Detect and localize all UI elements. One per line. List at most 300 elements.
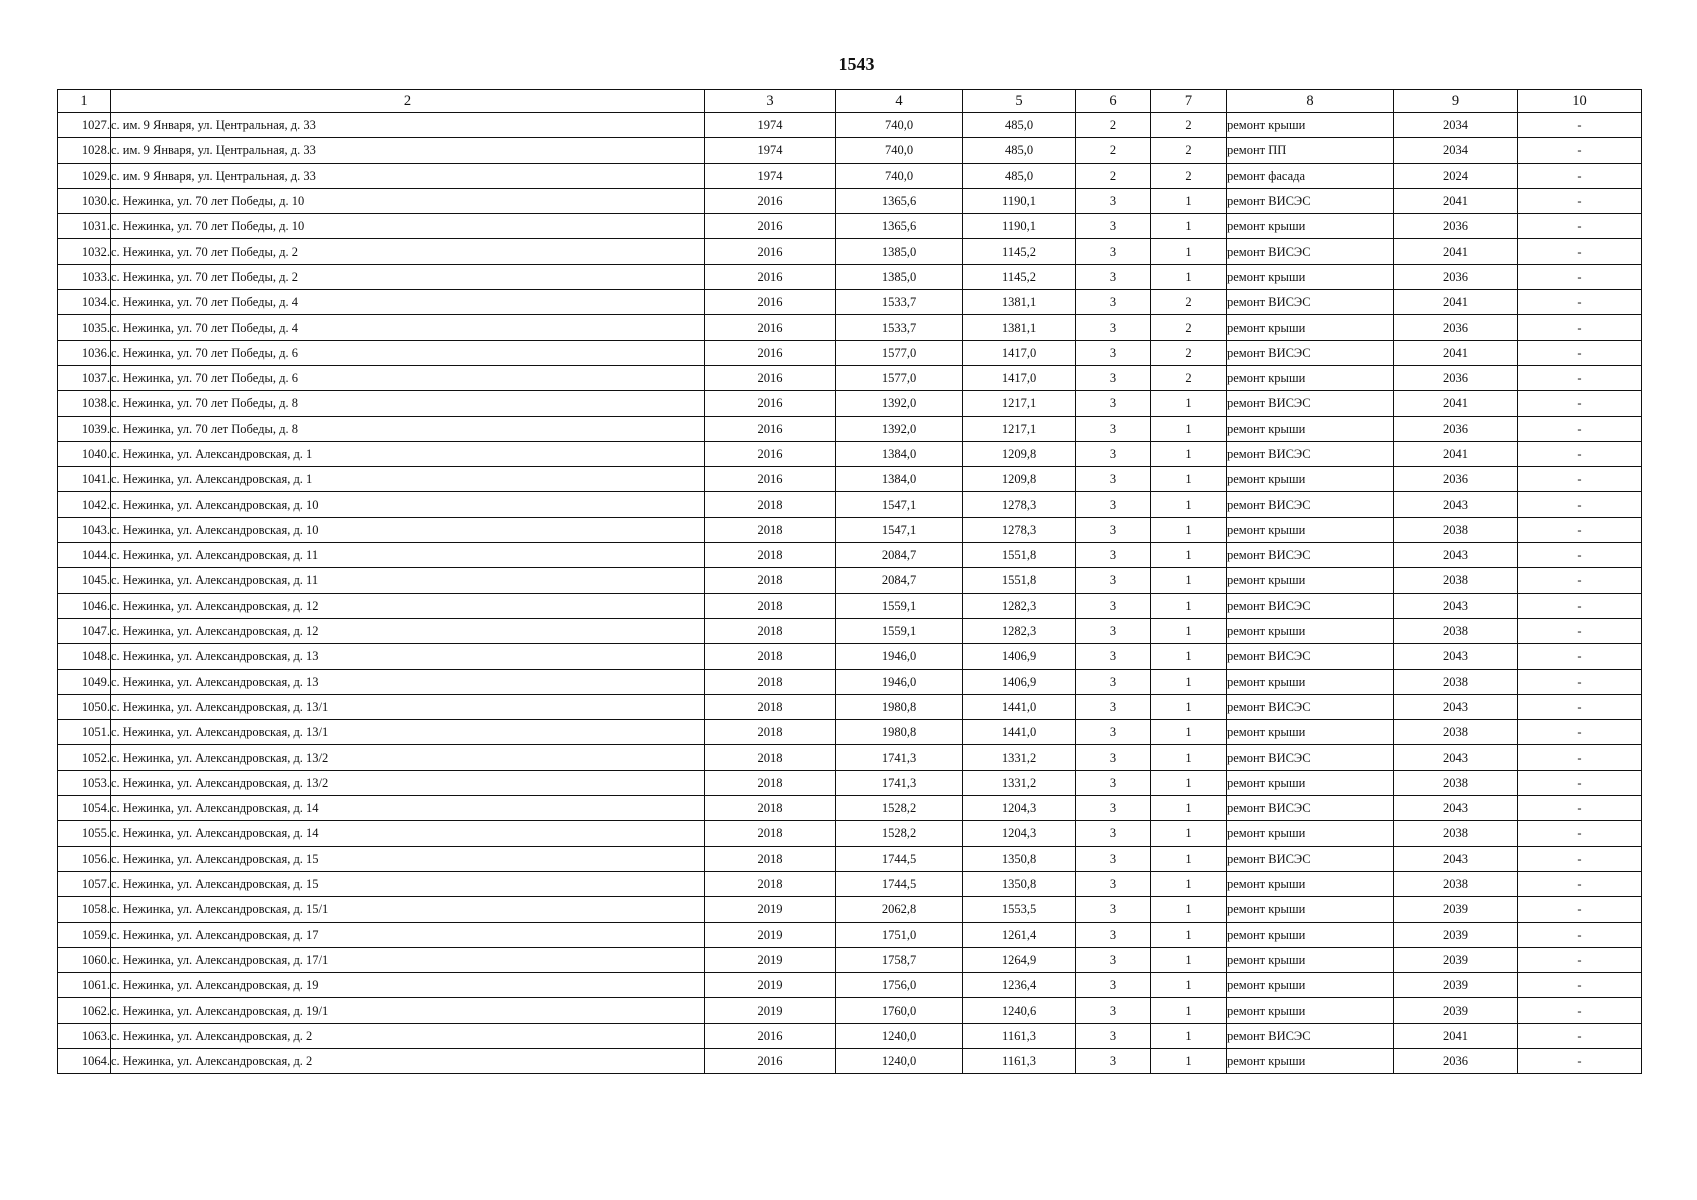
area-total-cell: 1528,2 [836, 821, 963, 846]
planned-year-cell: 2041 [1394, 188, 1518, 213]
table-row [58, 644, 1642, 669]
address-cell: с. Нежинка, ул. Александровская, д. 10 [111, 492, 705, 517]
address-cell: с. Нежинка, ул. Александровская, д. 15 [111, 846, 705, 871]
entrances-cell: 1 [1151, 391, 1227, 416]
area-total-cell: 1577,0 [836, 365, 963, 390]
floors-cell: 3 [1076, 188, 1151, 213]
table-row [58, 340, 1642, 365]
address-cell: с. Нежинка, ул. Александровская, д. 14 [111, 796, 705, 821]
note-cell: - [1518, 796, 1642, 821]
planned-year-cell: 2043 [1394, 745, 1518, 770]
table-row [58, 669, 1642, 694]
address-cell: с. им. 9 Января, ул. Центральная, д. 33 [111, 113, 705, 138]
row-number: 1063. [58, 1023, 111, 1048]
address-cell: с. Нежинка, ул. 70 лет Победы, д. 10 [111, 214, 705, 239]
work-type-cell: ремонт ВИСЭС [1227, 694, 1394, 719]
area-living-cell: 1204,3 [963, 796, 1076, 821]
table-row [58, 391, 1642, 416]
area-total-cell: 2084,7 [836, 543, 963, 568]
note-cell: - [1518, 1023, 1642, 1048]
floors-cell: 3 [1076, 947, 1151, 972]
year-cell: 2019 [705, 947, 836, 972]
area-total-cell: 1384,0 [836, 441, 963, 466]
floors-cell: 3 [1076, 416, 1151, 441]
row-number: 1056. [58, 846, 111, 871]
entrances-cell: 1 [1151, 973, 1227, 998]
address-cell: с. Нежинка, ул. 70 лет Победы, д. 2 [111, 264, 705, 289]
work-type-cell: ремонт ВИСЭС [1227, 846, 1394, 871]
row-number: 1057. [58, 871, 111, 896]
floors-cell: 3 [1076, 315, 1151, 340]
area-living-cell: 485,0 [963, 113, 1076, 138]
row-number: 1033. [58, 264, 111, 289]
entrances-cell: 2 [1151, 315, 1227, 340]
year-cell: 2016 [705, 365, 836, 390]
entrances-cell: 2 [1151, 290, 1227, 315]
floors-cell: 3 [1076, 1048, 1151, 1073]
planned-year-cell: 2036 [1394, 365, 1518, 390]
row-number: 1043. [58, 517, 111, 542]
address-cell: с. Нежинка, ул. Александровская, д. 13/2 [111, 770, 705, 795]
note-cell: - [1518, 770, 1642, 795]
table-row [58, 163, 1642, 188]
note-cell: - [1518, 517, 1642, 542]
area-total-cell: 1741,3 [836, 745, 963, 770]
note-cell: - [1518, 846, 1642, 871]
floors-cell: 3 [1076, 593, 1151, 618]
entrances-cell: 1 [1151, 214, 1227, 239]
address-cell: с. Нежинка, ул. Александровская, д. 13/2 [111, 745, 705, 770]
area-total-cell: 1577,0 [836, 340, 963, 365]
column-header-8: 8 [1227, 90, 1394, 113]
table-row [58, 998, 1642, 1023]
note-cell: - [1518, 441, 1642, 466]
table-row [58, 239, 1642, 264]
year-cell: 2016 [705, 264, 836, 289]
entrances-cell: 2 [1151, 340, 1227, 365]
row-number: 1027. [58, 113, 111, 138]
row-number: 1053. [58, 770, 111, 795]
row-number: 1061. [58, 973, 111, 998]
note-cell: - [1518, 467, 1642, 492]
table-row [58, 517, 1642, 542]
year-cell: 2018 [705, 543, 836, 568]
entrances-cell: 2 [1151, 138, 1227, 163]
row-number: 1060. [58, 947, 111, 972]
year-cell: 2018 [705, 618, 836, 643]
floors-cell: 3 [1076, 239, 1151, 264]
entrances-cell: 2 [1151, 113, 1227, 138]
planned-year-cell: 2038 [1394, 568, 1518, 593]
table-row [58, 138, 1642, 163]
planned-year-cell: 2036 [1394, 1048, 1518, 1073]
area-total-cell: 1385,0 [836, 239, 963, 264]
area-living-cell: 1264,9 [963, 947, 1076, 972]
area-living-cell: 1209,8 [963, 441, 1076, 466]
entrances-cell: 1 [1151, 618, 1227, 643]
area-living-cell: 1406,9 [963, 669, 1076, 694]
entrances-cell: 1 [1151, 644, 1227, 669]
address-cell: с. Нежинка, ул. 70 лет Победы, д. 8 [111, 391, 705, 416]
address-cell: с. Нежинка, ул. 70 лет Победы, д. 4 [111, 315, 705, 340]
work-type-cell: ремонт ВИСЭС [1227, 1023, 1394, 1048]
year-cell: 2016 [705, 214, 836, 239]
row-number: 1028. [58, 138, 111, 163]
entrances-cell: 1 [1151, 770, 1227, 795]
area-total-cell: 1533,7 [836, 315, 963, 340]
planned-year-cell: 2043 [1394, 796, 1518, 821]
planned-year-cell: 2034 [1394, 113, 1518, 138]
table-row [58, 1023, 1642, 1048]
planned-year-cell: 2024 [1394, 163, 1518, 188]
note-cell: - [1518, 897, 1642, 922]
entrances-cell: 1 [1151, 669, 1227, 694]
work-type-cell: ремонт ПП [1227, 138, 1394, 163]
entrances-cell: 1 [1151, 543, 1227, 568]
area-living-cell: 1190,1 [963, 214, 1076, 239]
table-row [58, 1048, 1642, 1073]
area-total-cell: 1744,5 [836, 846, 963, 871]
area-total-cell: 740,0 [836, 113, 963, 138]
floors-cell: 3 [1076, 340, 1151, 365]
note-cell: - [1518, 745, 1642, 770]
note-cell: - [1518, 365, 1642, 390]
work-type-cell: ремонт крыши [1227, 568, 1394, 593]
area-total-cell: 740,0 [836, 138, 963, 163]
note-cell: - [1518, 416, 1642, 441]
note-cell: - [1518, 998, 1642, 1023]
year-cell: 2019 [705, 922, 836, 947]
year-cell: 2016 [705, 1023, 836, 1048]
area-living-cell: 1236,4 [963, 973, 1076, 998]
row-number: 1064. [58, 1048, 111, 1073]
area-total-cell: 1365,6 [836, 188, 963, 213]
area-total-cell: 1756,0 [836, 973, 963, 998]
year-cell: 2019 [705, 998, 836, 1023]
planned-year-cell: 2039 [1394, 897, 1518, 922]
work-type-cell: ремонт крыши [1227, 618, 1394, 643]
work-type-cell: ремонт фасада [1227, 163, 1394, 188]
floors-cell: 3 [1076, 846, 1151, 871]
work-type-cell: ремонт крыши [1227, 113, 1394, 138]
year-cell: 2018 [705, 745, 836, 770]
note-cell: - [1518, 1048, 1642, 1073]
work-type-cell: ремонт крыши [1227, 467, 1394, 492]
year-cell: 2018 [705, 644, 836, 669]
page-number: 1543 [838, 54, 875, 74]
row-number: 1055. [58, 821, 111, 846]
year-cell: 2016 [705, 290, 836, 315]
area-living-cell: 1145,2 [963, 264, 1076, 289]
note-cell: - [1518, 973, 1642, 998]
note-cell: - [1518, 593, 1642, 618]
planned-year-cell: 2038 [1394, 720, 1518, 745]
area-living-cell: 1217,1 [963, 391, 1076, 416]
note-cell: - [1518, 264, 1642, 289]
floors-cell: 3 [1076, 568, 1151, 593]
row-number: 1032. [58, 239, 111, 264]
work-type-cell: ремонт крыши [1227, 871, 1394, 896]
area-total-cell: 1547,1 [836, 492, 963, 517]
entrances-cell: 1 [1151, 441, 1227, 466]
work-type-cell: ремонт крыши [1227, 315, 1394, 340]
area-total-cell: 1392,0 [836, 416, 963, 441]
column-header-3: 3 [705, 90, 836, 113]
floors-cell: 2 [1076, 138, 1151, 163]
area-living-cell: 1441,0 [963, 720, 1076, 745]
work-type-cell: ремонт крыши [1227, 416, 1394, 441]
entrances-cell: 1 [1151, 694, 1227, 719]
year-cell: 2018 [705, 871, 836, 896]
area-total-cell: 1980,8 [836, 694, 963, 719]
year-cell: 1974 [705, 138, 836, 163]
area-living-cell: 485,0 [963, 138, 1076, 163]
area-living-cell: 1350,8 [963, 846, 1076, 871]
work-type-cell: ремонт крыши [1227, 365, 1394, 390]
year-cell: 2018 [705, 669, 836, 694]
table-row [58, 568, 1642, 593]
area-living-cell: 1553,5 [963, 897, 1076, 922]
floors-cell: 2 [1076, 163, 1151, 188]
work-type-cell: ремонт ВИСЭС [1227, 593, 1394, 618]
row-number: 1036. [58, 340, 111, 365]
work-type-cell: ремонт крыши [1227, 1048, 1394, 1073]
planned-year-cell: 2039 [1394, 973, 1518, 998]
area-living-cell: 1190,1 [963, 188, 1076, 213]
row-number: 1035. [58, 315, 111, 340]
year-cell: 1974 [705, 163, 836, 188]
address-cell: с. Нежинка, ул. Александровская, д. 2 [111, 1023, 705, 1048]
year-cell: 2016 [705, 391, 836, 416]
area-total-cell: 1384,0 [836, 467, 963, 492]
work-type-cell: ремонт ВИСЭС [1227, 188, 1394, 213]
work-type-cell: ремонт ВИСЭС [1227, 441, 1394, 466]
floors-cell: 3 [1076, 467, 1151, 492]
area-living-cell: 1278,3 [963, 492, 1076, 517]
area-total-cell: 1528,2 [836, 796, 963, 821]
address-cell: с. Нежинка, ул. Александровская, д. 14 [111, 821, 705, 846]
work-type-cell: ремонт ВИСЭС [1227, 543, 1394, 568]
floors-cell: 3 [1076, 365, 1151, 390]
floors-cell: 3 [1076, 441, 1151, 466]
work-type-cell: ремонт крыши [1227, 669, 1394, 694]
address-cell: с. Нежинка, ул. Александровская, д. 15 [111, 871, 705, 896]
area-living-cell: 1145,2 [963, 239, 1076, 264]
year-cell: 2018 [705, 517, 836, 542]
work-type-cell: ремонт крыши [1227, 897, 1394, 922]
column-header-9: 9 [1394, 90, 1518, 113]
table-row [58, 821, 1642, 846]
work-type-cell: ремонт крыши [1227, 821, 1394, 846]
address-cell: с. Нежинка, ул. Александровская, д. 13 [111, 669, 705, 694]
entrances-cell: 1 [1151, 467, 1227, 492]
table-row [58, 846, 1642, 871]
planned-year-cell: 2041 [1394, 340, 1518, 365]
entrances-cell: 1 [1151, 416, 1227, 441]
table-row [58, 796, 1642, 821]
area-total-cell: 1946,0 [836, 644, 963, 669]
entrances-cell: 1 [1151, 998, 1227, 1023]
year-cell: 2018 [705, 593, 836, 618]
planned-year-cell: 2038 [1394, 871, 1518, 896]
table-body [58, 113, 1642, 1074]
entrances-cell: 1 [1151, 745, 1227, 770]
entrances-cell: 2 [1151, 365, 1227, 390]
area-living-cell: 1551,8 [963, 543, 1076, 568]
note-cell: - [1518, 214, 1642, 239]
note-cell: - [1518, 188, 1642, 213]
work-type-cell: ремонт крыши [1227, 517, 1394, 542]
row-number: 1044. [58, 543, 111, 568]
work-type-cell: ремонт ВИСЭС [1227, 745, 1394, 770]
work-type-cell: ремонт крыши [1227, 264, 1394, 289]
work-type-cell: ремонт крыши [1227, 947, 1394, 972]
entrances-cell: 1 [1151, 517, 1227, 542]
planned-year-cell: 2043 [1394, 543, 1518, 568]
entrances-cell: 1 [1151, 720, 1227, 745]
table-row [58, 947, 1642, 972]
work-type-cell: ремонт крыши [1227, 720, 1394, 745]
column-header-1: 1 [58, 90, 111, 113]
area-living-cell: 1261,4 [963, 922, 1076, 947]
floors-cell: 3 [1076, 720, 1151, 745]
area-total-cell: 1744,5 [836, 871, 963, 896]
address-cell: с. Нежинка, ул. Александровская, д. 11 [111, 568, 705, 593]
planned-year-cell: 2039 [1394, 947, 1518, 972]
row-number: 1034. [58, 290, 111, 315]
area-total-cell: 1547,1 [836, 517, 963, 542]
floors-cell: 3 [1076, 1023, 1151, 1048]
row-number: 1029. [58, 163, 111, 188]
row-number: 1042. [58, 492, 111, 517]
table-row [58, 264, 1642, 289]
work-type-cell: ремонт ВИСЭС [1227, 492, 1394, 517]
note-cell: - [1518, 239, 1642, 264]
year-cell: 2016 [705, 239, 836, 264]
year-cell: 2016 [705, 1048, 836, 1073]
floors-cell: 3 [1076, 821, 1151, 846]
year-cell: 2018 [705, 770, 836, 795]
work-type-cell: ремонт ВИСЭС [1227, 340, 1394, 365]
year-cell: 2018 [705, 796, 836, 821]
column-header-4: 4 [836, 90, 963, 113]
area-living-cell: 1331,2 [963, 770, 1076, 795]
planned-year-cell: 2038 [1394, 618, 1518, 643]
note-cell: - [1518, 391, 1642, 416]
note-cell: - [1518, 163, 1642, 188]
area-living-cell: 1209,8 [963, 467, 1076, 492]
column-header-2: 2 [111, 90, 705, 113]
address-cell: с. Нежинка, ул. Александровская, д. 13/1 [111, 720, 705, 745]
floors-cell: 3 [1076, 770, 1151, 795]
column-header-7: 7 [1151, 90, 1227, 113]
table-row [58, 694, 1642, 719]
repair-registry-table [57, 89, 1642, 1074]
note-cell: - [1518, 340, 1642, 365]
area-living-cell: 1161,3 [963, 1023, 1076, 1048]
area-total-cell: 1533,7 [836, 290, 963, 315]
floors-cell: 3 [1076, 391, 1151, 416]
table-row [58, 922, 1642, 947]
planned-year-cell: 2036 [1394, 416, 1518, 441]
address-cell: с. Нежинка, ул. Александровская, д. 19 [111, 973, 705, 998]
row-number: 1031. [58, 214, 111, 239]
address-cell: с. Нежинка, ул. Александровская, д. 11 [111, 543, 705, 568]
table-row [58, 214, 1642, 239]
floors-cell: 3 [1076, 973, 1151, 998]
planned-year-cell: 2039 [1394, 998, 1518, 1023]
row-number: 1051. [58, 720, 111, 745]
entrances-cell: 1 [1151, 593, 1227, 618]
area-living-cell: 1441,0 [963, 694, 1076, 719]
entrances-cell: 1 [1151, 239, 1227, 264]
planned-year-cell: 2034 [1394, 138, 1518, 163]
year-cell: 2016 [705, 188, 836, 213]
work-type-cell: ремонт крыши [1227, 770, 1394, 795]
area-living-cell: 1217,1 [963, 416, 1076, 441]
row-number: 1052. [58, 745, 111, 770]
address-cell: с. Нежинка, ул. 70 лет Победы, д. 10 [111, 188, 705, 213]
planned-year-cell: 2041 [1394, 391, 1518, 416]
work-type-cell: ремонт ВИСЭС [1227, 391, 1394, 416]
planned-year-cell: 2038 [1394, 669, 1518, 694]
area-living-cell: 1282,3 [963, 593, 1076, 618]
note-cell: - [1518, 821, 1642, 846]
year-cell: 2016 [705, 467, 836, 492]
note-cell: - [1518, 138, 1642, 163]
area-total-cell: 2062,8 [836, 897, 963, 922]
entrances-cell: 2 [1151, 163, 1227, 188]
year-cell: 2019 [705, 897, 836, 922]
year-cell: 2018 [705, 720, 836, 745]
area-total-cell: 2084,7 [836, 568, 963, 593]
table-row [58, 745, 1642, 770]
work-type-cell: ремонт крыши [1227, 922, 1394, 947]
year-cell: 1974 [705, 113, 836, 138]
address-cell: с. Нежинка, ул. Александровская, д. 12 [111, 618, 705, 643]
planned-year-cell: 2036 [1394, 467, 1518, 492]
table-row [58, 441, 1642, 466]
column-header-10: 10 [1518, 90, 1642, 113]
entrances-cell: 1 [1151, 568, 1227, 593]
area-total-cell: 1741,3 [836, 770, 963, 795]
year-cell: 2018 [705, 821, 836, 846]
year-cell: 2018 [705, 694, 836, 719]
address-cell: с. Нежинка, ул. Александровская, д. 13/1 [111, 694, 705, 719]
entrances-cell: 1 [1151, 264, 1227, 289]
area-total-cell: 1980,8 [836, 720, 963, 745]
planned-year-cell: 2041 [1394, 290, 1518, 315]
table-row [58, 897, 1642, 922]
address-cell: с. Нежинка, ул. Александровская, д. 13 [111, 644, 705, 669]
planned-year-cell: 2041 [1394, 1023, 1518, 1048]
row-number: 1038. [58, 391, 111, 416]
year-cell: 2016 [705, 416, 836, 441]
area-total-cell: 1760,0 [836, 998, 963, 1023]
floors-cell: 3 [1076, 618, 1151, 643]
table-row [58, 770, 1642, 795]
address-cell: с. Нежинка, ул. 70 лет Победы, д. 4 [111, 290, 705, 315]
note-cell: - [1518, 922, 1642, 947]
address-cell: с. им. 9 Января, ул. Центральная, д. 33 [111, 163, 705, 188]
area-living-cell: 1204,3 [963, 821, 1076, 846]
area-living-cell: 1278,3 [963, 517, 1076, 542]
floors-cell: 3 [1076, 745, 1151, 770]
table-row [58, 492, 1642, 517]
note-cell: - [1518, 720, 1642, 745]
year-cell: 2016 [705, 315, 836, 340]
year-cell: 2018 [705, 846, 836, 871]
